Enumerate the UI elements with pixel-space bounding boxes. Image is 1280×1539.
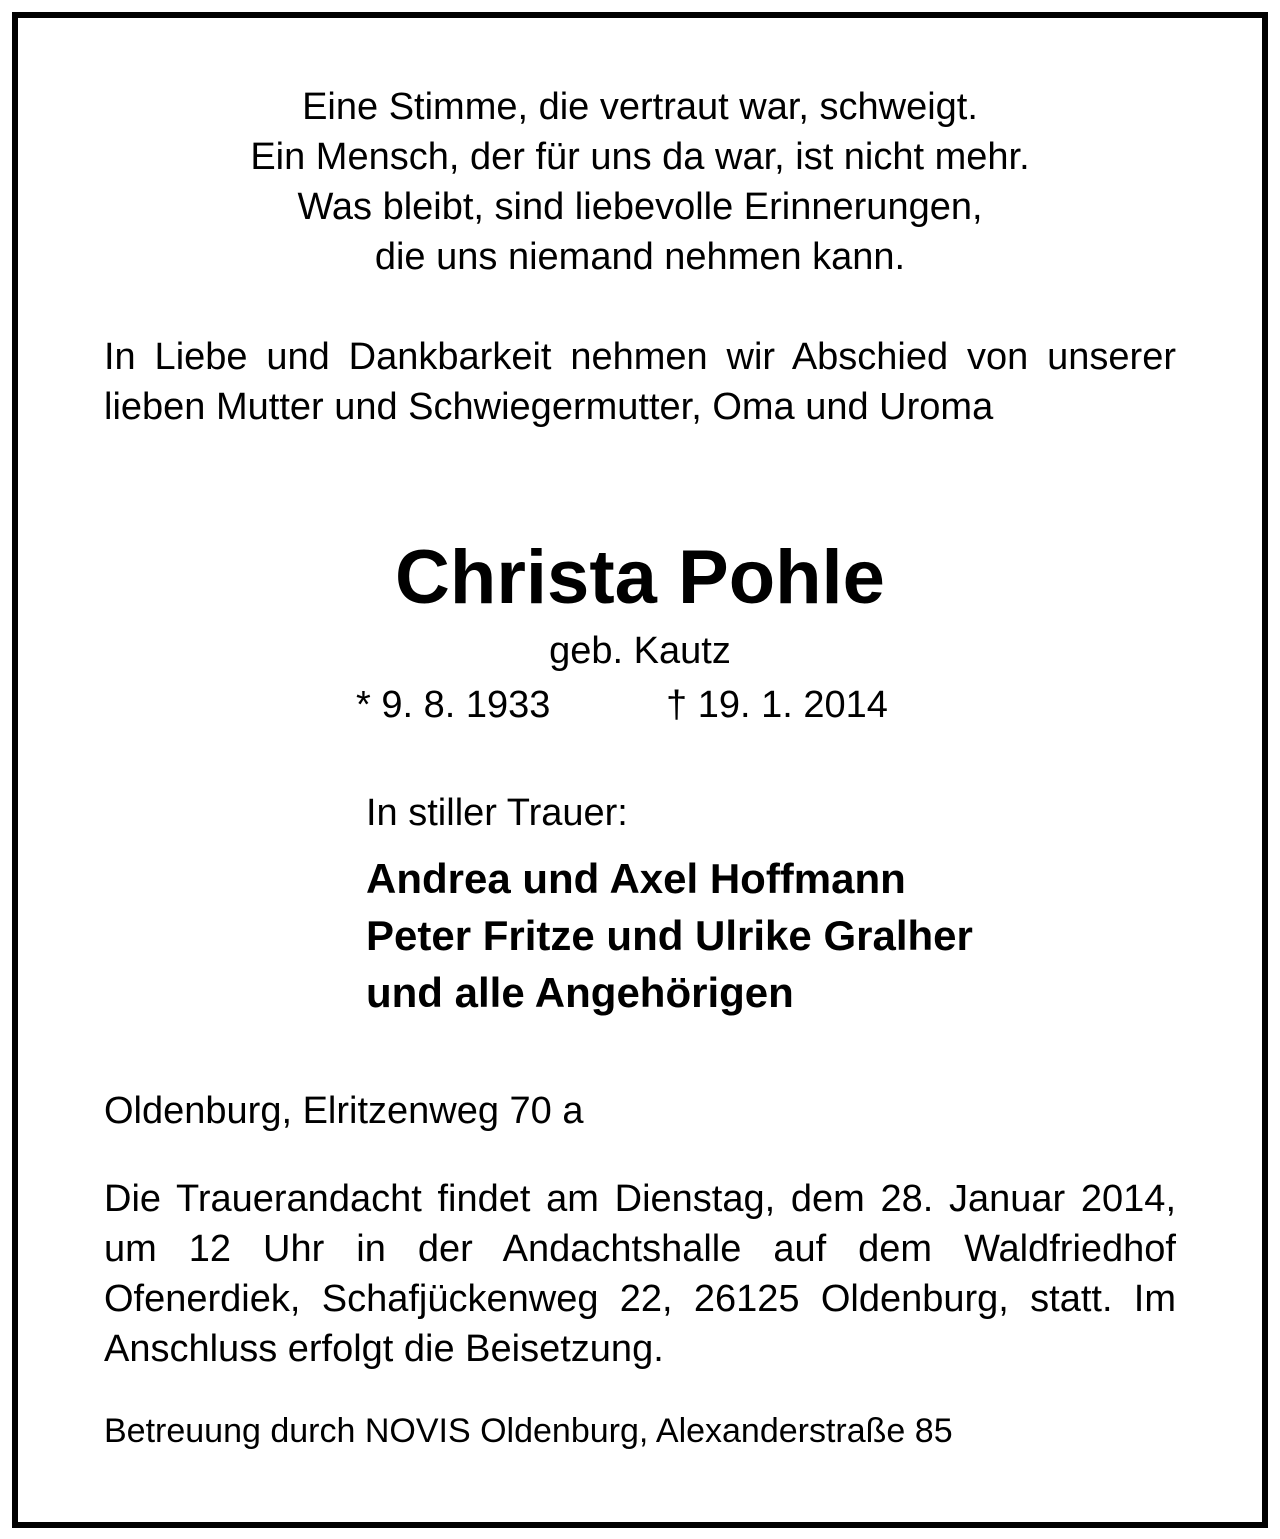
undertaker-info: Betreuung durch NOVIS Oldenburg, Alexanderstraße 85 xyxy=(104,1412,953,1450)
maiden-name: geb. Kautz xyxy=(549,630,731,672)
birth-date: * 9. 8. 1933 xyxy=(356,684,551,726)
poem-line: Ein Mensch, der für uns da war, ist nicht mehr. xyxy=(250,136,1030,178)
mourners-list xyxy=(366,850,973,1021)
mourning-label: In stiller Trauer: xyxy=(366,792,628,834)
deceased-name: Christa Pohle xyxy=(395,535,885,620)
poem-line: die uns niemand nehmen kann. xyxy=(374,236,906,278)
poem-line: Was bleibt, sind liebevolle Erinnerungen, xyxy=(297,186,983,228)
family-address: Oldenburg, Elritzenweg 70 a xyxy=(104,1090,584,1132)
mourner-line: Peter Fritze und Ulrike Gralher xyxy=(366,912,973,959)
poem-line: Eine Stimme, die vertraut war, schweigt. xyxy=(302,86,978,128)
poem xyxy=(0,82,1280,282)
mourner-line: und alle Angehörigen xyxy=(366,969,794,1016)
service-details: Die Trauerandacht findet am Dienstag, dem 28. Januar 2014, um 12 Uhr in der Andachtshalle auf dem Waldfriedhof Ofenerdiek, Schafjückenweg 22, 26125 Oldenburg, statt. Im Anschluss erfolgt die Beisetzung. xyxy=(104,1178,1176,1370)
farewell-intro: In Liebe und Dankbarkeit nehmen wir Abschied von unserer lieben Mutter und Schwiegermutter, Oma und Uroma xyxy=(104,336,1176,428)
death-date: † 19. 1. 2014 xyxy=(666,684,888,726)
mourner-line: Andrea und Axel Hoffmann xyxy=(366,855,906,902)
